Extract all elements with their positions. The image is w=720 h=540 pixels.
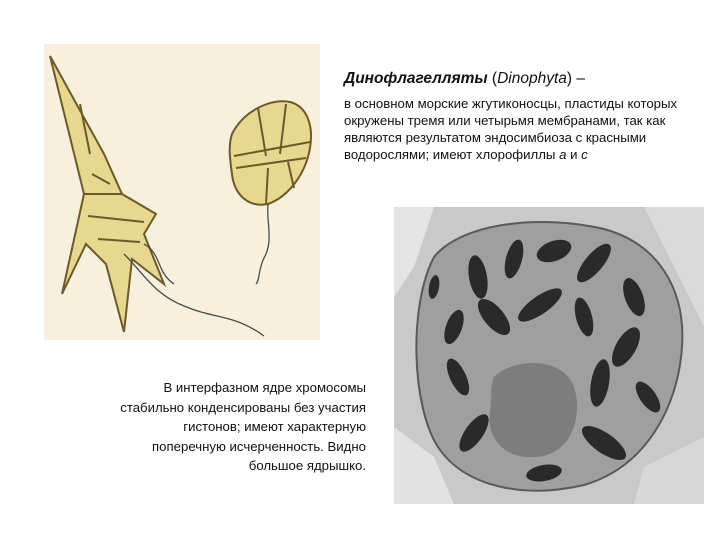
caption-line: поперечную исчерченность. Видно [152,438,366,454]
nucleolus [489,363,577,457]
caption-line: большое ядрышко. [248,458,366,473]
heading-latin: Dinophyta [497,70,567,87]
description-conjunction: и [566,147,582,162]
pigment-a: a [559,147,567,162]
caption-line: стабильно конденсированы без участия [120,399,366,415]
description-block [344,70,684,163]
caption-line: гистонов; имеют характерную [183,419,366,434]
heading-title: Динофлагелляты [344,70,488,87]
nucleus-micrograph [394,207,704,504]
description-text [344,95,684,163]
heading-line [344,70,684,87]
dinoflagellate-drawing [44,44,320,340]
description-body: в основном морские жгутиконосцы, пластиды которых окружены тремя или четырьмя мембранами, так как являются результатом эндосимбиоза с красными водорослями; имеют хлорофиллы [344,96,678,162]
heading-paren-close: ) – [566,70,585,87]
caption-line: В интерфазном ядре хромосомы [163,380,366,395]
pigment-c: c [581,147,588,162]
peridinium-cell [230,101,311,204]
heading-paren-open: ( [487,70,498,87]
micrograph-caption [60,378,366,476]
ceratium-cell [50,56,164,332]
